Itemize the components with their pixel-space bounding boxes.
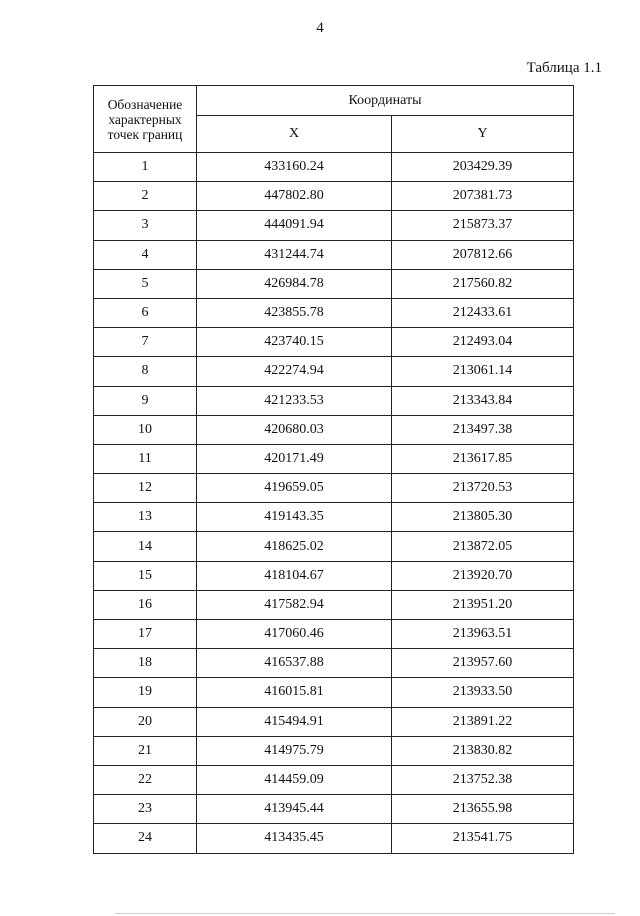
- table-row: [94, 765, 574, 794]
- y-coordinate-cell: 213872.05: [392, 532, 574, 561]
- designation-header: Обозначение характерных точек границ: [94, 86, 197, 153]
- y-coordinate-cell: 213920.70: [392, 561, 574, 590]
- table-row: [94, 298, 574, 327]
- point-number-cell: 18: [94, 649, 197, 678]
- table-caption: Таблица 1.1: [526, 60, 602, 76]
- y-column-header: Y: [392, 116, 574, 153]
- table-row: [94, 211, 574, 240]
- y-coordinate-cell: 217560.82: [392, 269, 574, 298]
- table-row: [94, 532, 574, 561]
- y-coordinate-cell: 213805.30: [392, 503, 574, 532]
- point-number-cell: 9: [94, 386, 197, 415]
- table-row: [94, 795, 574, 824]
- x-coordinate-cell: 421233.53: [197, 386, 392, 415]
- x-coordinate-cell: 414975.79: [197, 736, 392, 765]
- table-row: [94, 415, 574, 444]
- point-number-cell: 21: [94, 736, 197, 765]
- y-coordinate-cell: 207381.73: [392, 182, 574, 211]
- coordinates-header: Координаты: [197, 86, 574, 116]
- x-coordinate-cell: 416537.88: [197, 649, 392, 678]
- y-coordinate-cell: 213343.84: [392, 386, 574, 415]
- table-row: [94, 678, 574, 707]
- x-coordinate-cell: 418104.67: [197, 561, 392, 590]
- point-number-cell: 16: [94, 590, 197, 619]
- table-row: [94, 328, 574, 357]
- x-coordinate-cell: 423740.15: [197, 328, 392, 357]
- x-coordinate-cell: 417060.46: [197, 620, 392, 649]
- scan-edge-line: [115, 913, 615, 914]
- y-coordinate-cell: 213951.20: [392, 590, 574, 619]
- point-number-cell: 19: [94, 678, 197, 707]
- table-row: [94, 182, 574, 211]
- table-row: [94, 357, 574, 386]
- y-coordinate-cell: 213541.75: [392, 824, 574, 853]
- point-number-cell: 17: [94, 620, 197, 649]
- y-coordinate-cell: 213830.82: [392, 736, 574, 765]
- point-number-cell: 5: [94, 269, 197, 298]
- point-number-cell: 6: [94, 298, 197, 327]
- y-coordinate-cell: 212433.61: [392, 298, 574, 327]
- x-coordinate-cell: 431244.74: [197, 240, 392, 269]
- y-coordinate-cell: 212493.04: [392, 328, 574, 357]
- page-number: 4: [316, 20, 324, 36]
- y-coordinate-cell: 215873.37: [392, 211, 574, 240]
- point-number-cell: 12: [94, 474, 197, 503]
- y-coordinate-cell: 213720.53: [392, 474, 574, 503]
- y-coordinate-cell: 213963.51: [392, 620, 574, 649]
- table-row: [94, 503, 574, 532]
- y-coordinate-cell: 213752.38: [392, 765, 574, 794]
- x-coordinate-cell: 423855.78: [197, 298, 392, 327]
- y-coordinate-cell: 213891.22: [392, 707, 574, 736]
- x-coordinate-cell: 413435.45: [197, 824, 392, 853]
- table-body: [94, 153, 574, 854]
- point-number-cell: 1: [94, 153, 197, 182]
- x-coordinate-cell: 420680.03: [197, 415, 392, 444]
- y-coordinate-cell: 203429.39: [392, 153, 574, 182]
- point-number-cell: 8: [94, 357, 197, 386]
- x-coordinate-cell: 419659.05: [197, 474, 392, 503]
- point-number-cell: 4: [94, 240, 197, 269]
- x-coordinate-cell: 420171.49: [197, 444, 392, 473]
- x-coordinate-cell: 422274.94: [197, 357, 392, 386]
- y-coordinate-cell: 213061.14: [392, 357, 574, 386]
- y-coordinate-cell: 213655.98: [392, 795, 574, 824]
- x-coordinate-cell: 416015.81: [197, 678, 392, 707]
- x-coordinate-cell: 413945.44: [197, 795, 392, 824]
- y-coordinate-cell: 213617.85: [392, 444, 574, 473]
- point-number-cell: 14: [94, 532, 197, 561]
- table-row: [94, 444, 574, 473]
- x-coordinate-cell: 433160.24: [197, 153, 392, 182]
- point-number-cell: 10: [94, 415, 197, 444]
- point-number-cell: 23: [94, 795, 197, 824]
- point-number-cell: 11: [94, 444, 197, 473]
- x-coordinate-cell: 447802.80: [197, 182, 392, 211]
- table-row: [94, 707, 574, 736]
- x-coordinate-cell: 415494.91: [197, 707, 392, 736]
- x-coordinate-cell: 414459.09: [197, 765, 392, 794]
- x-coordinate-cell: 417582.94: [197, 590, 392, 619]
- table-row: [94, 736, 574, 765]
- table-row: [94, 824, 574, 853]
- point-number-cell: 2: [94, 182, 197, 211]
- table-row: [94, 474, 574, 503]
- point-number-cell: 15: [94, 561, 197, 590]
- point-number-cell: 24: [94, 824, 197, 853]
- point-number-cell: 22: [94, 765, 197, 794]
- y-coordinate-cell: 213497.38: [392, 415, 574, 444]
- point-number-cell: 7: [94, 328, 197, 357]
- table-row: [94, 386, 574, 415]
- x-column-header: X: [197, 116, 392, 153]
- table-row: [94, 620, 574, 649]
- point-number-cell: 13: [94, 503, 197, 532]
- coordinates-table: [93, 85, 574, 854]
- x-coordinate-cell: 444091.94: [197, 211, 392, 240]
- table-row: [94, 561, 574, 590]
- y-coordinate-cell: 213933.50: [392, 678, 574, 707]
- table-row: [94, 240, 574, 269]
- x-coordinate-cell: 418625.02: [197, 532, 392, 561]
- table-row: [94, 649, 574, 678]
- table-row: [94, 269, 574, 298]
- y-coordinate-cell: 207812.66: [392, 240, 574, 269]
- point-number-cell: 3: [94, 211, 197, 240]
- y-coordinate-cell: 213957.60: [392, 649, 574, 678]
- table-row: [94, 153, 574, 182]
- point-number-cell: 20: [94, 707, 197, 736]
- x-coordinate-cell: 426984.78: [197, 269, 392, 298]
- x-coordinate-cell: 419143.35: [197, 503, 392, 532]
- table-row: [94, 590, 574, 619]
